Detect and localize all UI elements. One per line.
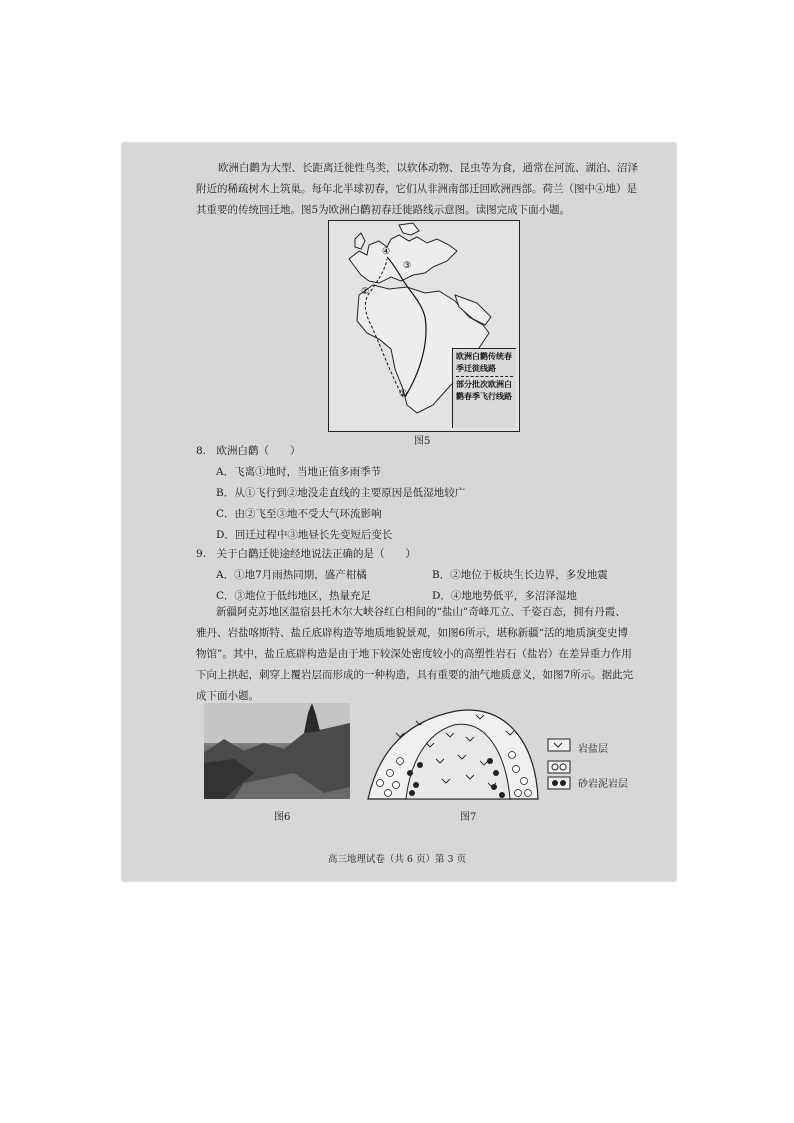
intro2-line-5: 成下面小题。: [196, 690, 259, 702]
q9-option-d[interactable]: D．④地地势低平，多沼泽湿地: [432, 590, 577, 602]
q9-option-a[interactable]: A．①地7月雨热同期，盛产柑橘: [216, 569, 367, 581]
figure-6-caption: 图6: [274, 812, 291, 823]
q8-option-c[interactable]: C．由②飞至③地不受大气环流影响: [216, 508, 382, 520]
legend-divider: [456, 376, 513, 377]
intro2-line-4: 下向上拱起，刺穿上覆岩层而形成的一种构造，具有重要的油气地质意义，如图7所示。据此完: [196, 669, 634, 681]
canyon-illustration: [204, 703, 350, 799]
q8-option-a[interactable]: A．飞离①地时，当地正值多雨季节: [216, 466, 382, 478]
canyon-photo: [204, 703, 350, 799]
page-footer: 高三地理试卷（共 6 页）第 3 页: [327, 854, 467, 865]
q9-stem: 9. 关于白鹳迁徙途经地说法正确的是（ ）: [196, 548, 417, 560]
legend-dashed-route: 部分批次欧洲白鹳春季飞行线路: [456, 379, 512, 401]
q8-option-b[interactable]: B．从①飞行到②地没走直线的主要原因是低湿地较广: [216, 487, 466, 499]
intro2-line-2: 雅丹、岩盐喀斯特、盐丘底辟构造等地质地貌景观，如图6所示，堪称新疆“活的地质演变史博: [196, 627, 629, 639]
figure-5-caption: 图5: [414, 436, 431, 447]
q9-option-c[interactable]: C．③地位于低纬地区，热量充足: [216, 590, 372, 602]
intro-line-2: 附近的稀疏树木上筑巢。每年北半球初春，它们从非洲南部迁回欧洲西部。荷兰（图中④地）是: [196, 183, 637, 195]
figure-7-caption: 图7: [460, 812, 477, 823]
q9-option-b[interactable]: B．②地位于板块生长边界，多发地震: [432, 569, 608, 581]
point-3-label: ③: [403, 261, 412, 271]
legend-solid-route: 欧洲白鹳传统春季迁徙线路: [456, 351, 512, 373]
map-legend: [452, 348, 516, 428]
point-1-label: ①: [399, 389, 408, 399]
intro2-line-1: 新疆阿克苏地区温宿县托木尔大峡谷红白相间的“盐山”奇峰兀立、千姿百态，拥有丹霞、: [216, 606, 626, 618]
legend-salt-layer: 岩盐层: [578, 744, 608, 755]
intro-line-3: 其重要的传统回迁地。图5为欧洲白鹳初春迁徙路线示意图。读图完成下面小题。: [196, 204, 571, 216]
point-2-label: ②: [361, 287, 370, 297]
q8-stem: 8. 欧洲白鹳（ ）: [196, 445, 301, 457]
intro2-line-3: 物馆”。其中，盐丘底辟构造是由于地下较深处密度较小的高塑性岩石（盐岩）在差异重力作用: [196, 648, 632, 660]
point-4-label: ④: [382, 247, 391, 257]
legend-sandstone-layer: 砂岩泥岩层: [578, 779, 628, 790]
intro-line-1: 欧洲白鹳为大型、长距离迁徙性鸟类，以软体动物、昆虫等为食，通常在河流、湖泊、沼泽: [218, 162, 638, 174]
q8-option-d[interactable]: D．回迁过程中③地昼长先变短后变长: [216, 529, 393, 541]
salt-dome-diagram: [366, 703, 646, 803]
